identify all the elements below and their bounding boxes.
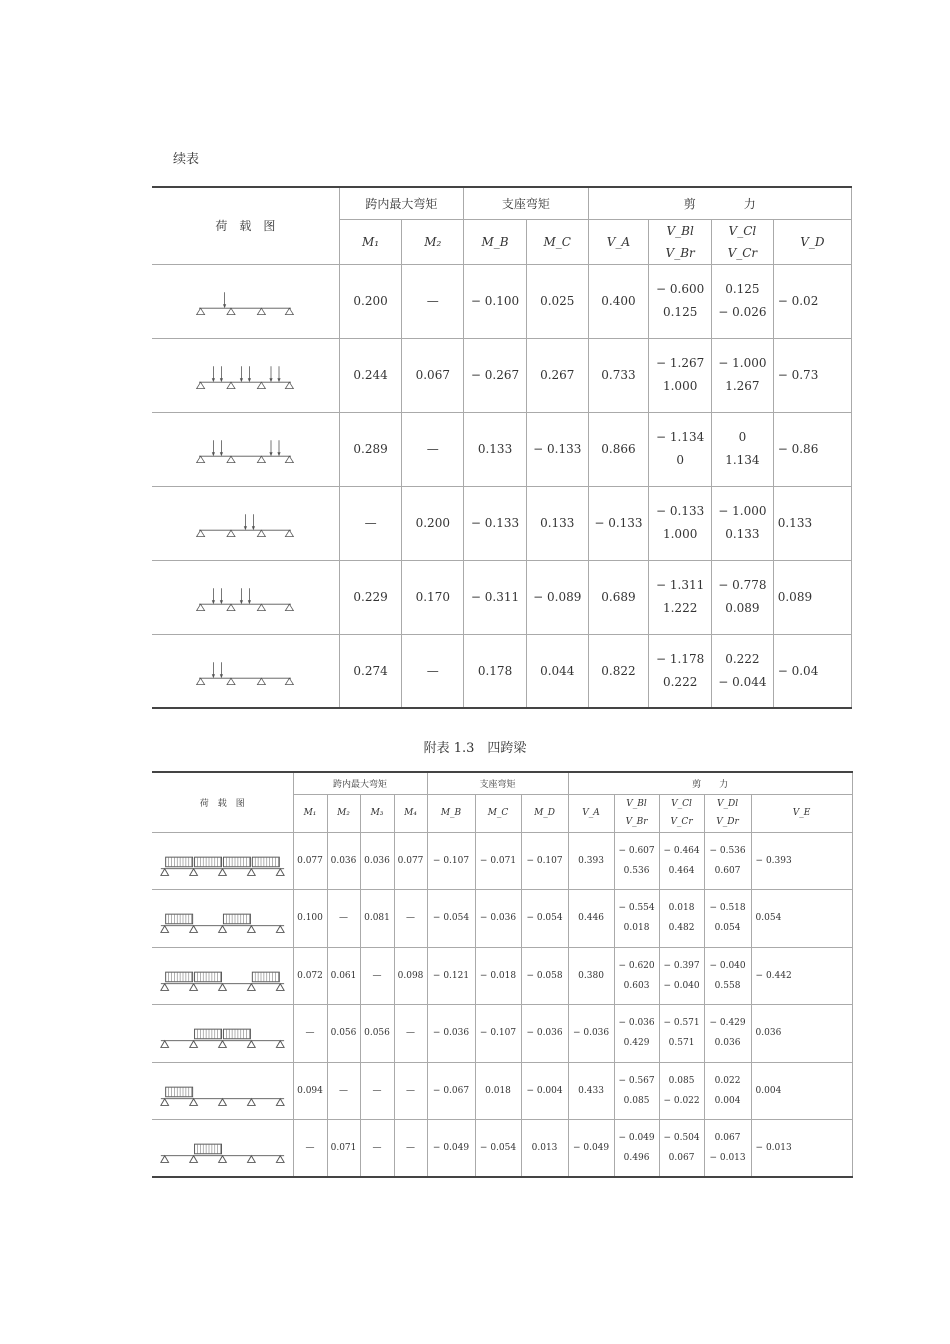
cell-VC: − 0.778 0.089 [712, 560, 774, 634]
cell-VB: − 0.600 0.125 [649, 264, 712, 338]
cell-VD: − 0.518 0.054 [704, 890, 751, 948]
cell-VB: − 0.036 0.429 [614, 1005, 659, 1063]
load-diagram [152, 338, 339, 412]
udl-beam-diagram-icon [157, 896, 287, 940]
cell-MB: − 0.107 [427, 832, 475, 890]
cell-VB: − 1.178 0.222 [649, 634, 712, 708]
cell-M2: 0.170 [402, 560, 464, 634]
cell-M2: 0.067 [402, 338, 464, 412]
cell-MC: 0.044 [526, 634, 588, 708]
beam-diagram-icon [175, 572, 315, 622]
cell-M2: — [327, 890, 360, 948]
table-row [152, 338, 852, 412]
cell-VB: − 0.049 0.496 [614, 1120, 659, 1178]
table2-caption: 附表 1.3 四跨梁 [423, 741, 527, 756]
cell-VB: − 0.554 0.018 [614, 890, 659, 948]
cell-M1: — [293, 1005, 327, 1063]
cell-MD: − 0.054 [521, 890, 568, 948]
cell-MC: − 0.089 [526, 560, 588, 634]
cell-M4: — [394, 890, 427, 948]
col-VA: V_A [588, 219, 649, 264]
cell-M2: 0.200 [402, 486, 464, 560]
t2-col-MC: M_C [475, 794, 521, 832]
t2-col-M1: M₁ [293, 794, 327, 832]
cell-MD: − 0.058 [521, 947, 568, 1005]
cell-M2: 0.036 [327, 832, 360, 890]
cell-MB: − 0.267 [464, 338, 527, 412]
cell-M1: 0.200 [339, 264, 402, 338]
t2-col-VE: V_E [751, 794, 852, 832]
cell-VA: − 0.133 [588, 486, 649, 560]
load-diagram [152, 264, 339, 338]
load-diagram [152, 890, 293, 948]
cell-M2: 0.061 [327, 947, 360, 1005]
cell-VD: − 0.536 0.607 [704, 832, 751, 890]
cell-VC: − 1.000 0.133 [712, 486, 774, 560]
col-MB: M_B [464, 219, 527, 264]
cell-VA: 0.393 [568, 832, 614, 890]
table-row [152, 1062, 852, 1120]
cell-VD: − 0.040 0.558 [704, 947, 751, 1005]
cell-M1: 0.289 [339, 412, 402, 486]
cell-VC: 0.018 0.482 [659, 890, 704, 948]
load-diagram [152, 947, 293, 1005]
udl-beam-diagram-icon [157, 1011, 287, 1055]
load-diagram [152, 634, 339, 708]
cell-MB: − 0.049 [427, 1120, 475, 1178]
cell-MB: − 0.133 [464, 486, 527, 560]
cell-MC: 0.018 [475, 1062, 521, 1120]
load-diagram [152, 412, 339, 486]
t2-header-shear: 剪 力 [568, 772, 852, 794]
t2-header-span-moment: 跨内最大弯矩 [293, 772, 427, 794]
cell-M2: — [327, 1062, 360, 1120]
cell-M3: — [360, 947, 394, 1005]
load-diagram [152, 486, 339, 560]
table-row [152, 560, 852, 634]
load-diagram [152, 1062, 293, 1120]
udl-beam-diagram-icon [157, 1069, 287, 1113]
cell-MD: 0.013 [521, 1120, 568, 1178]
cell-VC: 0 1.134 [712, 412, 774, 486]
cell-M3: — [360, 1120, 394, 1178]
cell-M4: — [394, 1005, 427, 1063]
load-diagram [152, 832, 293, 890]
cell-MB: − 0.054 [427, 890, 475, 948]
cell-VE: − 0.393 [751, 832, 852, 890]
beam-diagram-icon [175, 350, 315, 400]
t2-col-MD: M_D [521, 794, 568, 832]
cell-VB: − 0.607 0.536 [614, 832, 659, 890]
cell-VA: − 0.036 [568, 1005, 614, 1063]
table-row [152, 1005, 852, 1063]
udl-beam-diagram-icon [157, 954, 287, 998]
cell-VA: 0.433 [568, 1062, 614, 1120]
cell-MC: − 0.071 [475, 832, 521, 890]
table-row [152, 1120, 852, 1178]
cell-VB: − 0.567 0.085 [614, 1062, 659, 1120]
table-row [152, 890, 852, 948]
cell-M1: 0.274 [339, 634, 402, 708]
cell-VC: − 0.504 0.067 [659, 1120, 704, 1178]
load-diagram [152, 1120, 293, 1178]
table-four-span-beam [152, 771, 809, 1178]
cell-VC: − 0.464 0.464 [659, 832, 704, 890]
cell-VA: 0.446 [568, 890, 614, 948]
t2-col-M3: M₃ [360, 794, 394, 832]
cell-M3: — [360, 1062, 394, 1120]
header-support-moment: 支座弯矩 [464, 187, 588, 219]
cell-M4: 0.077 [394, 832, 427, 890]
cell-VA: − 0.049 [568, 1120, 614, 1178]
cell-VC: 0.222 − 0.044 [712, 634, 774, 708]
cell-MD: − 0.004 [521, 1062, 568, 1120]
cell-MC: − 0.133 [526, 412, 588, 486]
udl-beam-diagram-icon [157, 839, 287, 883]
cell-M1: 0.077 [293, 832, 327, 890]
t2-col-VC: V_Cl V_Cr [659, 794, 704, 832]
table-three-span-continued [152, 186, 825, 709]
table-row [152, 486, 852, 560]
t2-col-M4: M₄ [394, 794, 427, 832]
cell-VA: 0.866 [588, 412, 649, 486]
cell-VD: − 0.02 [773, 264, 851, 338]
cell-MB: − 0.121 [427, 947, 475, 1005]
cell-VD: − 0.04 [773, 634, 851, 708]
header-load-diagram: 荷 载 图 [152, 187, 339, 264]
cell-VD: 0.133 [773, 486, 851, 560]
cell-VE: − 0.442 [751, 947, 852, 1005]
cell-VA: 0.822 [588, 634, 649, 708]
t2-col-VA: V_A [568, 794, 614, 832]
cell-VD: 0.067 − 0.013 [704, 1120, 751, 1178]
col-M2: M₂ [402, 219, 464, 264]
cell-M2: — [402, 634, 464, 708]
cell-M4: 0.098 [394, 947, 427, 1005]
cell-M1: 0.100 [293, 890, 327, 948]
cell-VC: 0.125 − 0.026 [712, 264, 774, 338]
cell-VC: − 0.571 0.571 [659, 1005, 704, 1063]
table-row [152, 412, 852, 486]
cell-VE: 0.004 [751, 1062, 852, 1120]
cell-MC: 0.025 [526, 264, 588, 338]
cell-VA: 0.733 [588, 338, 649, 412]
col-VD: V_D [773, 219, 851, 264]
cell-MB: − 0.100 [464, 264, 527, 338]
cell-VA: 0.400 [588, 264, 649, 338]
cell-M1: — [293, 1120, 327, 1178]
cell-MC: − 0.036 [475, 890, 521, 948]
cell-M4: — [394, 1062, 427, 1120]
cell-VB: − 1.134 0 [649, 412, 712, 486]
cell-M1: — [339, 486, 402, 560]
beam-diagram-icon [175, 424, 315, 474]
cell-VC: − 1.000 1.267 [712, 338, 774, 412]
cell-VC: − 0.397 − 0.040 [659, 947, 704, 1005]
cell-M1: 0.229 [339, 560, 402, 634]
cell-M2: — [402, 264, 464, 338]
cell-VB: − 1.267 1.000 [649, 338, 712, 412]
cell-MC: 0.267 [526, 338, 588, 412]
cell-MB: − 0.311 [464, 560, 527, 634]
cell-M3: 0.056 [360, 1005, 394, 1063]
beam-diagram-icon [175, 498, 315, 548]
cell-VB: − 0.133 1.000 [649, 486, 712, 560]
cell-VA: 0.689 [588, 560, 649, 634]
col-VB: V_Bl V_Br [649, 219, 712, 264]
cell-MC: − 0.107 [475, 1005, 521, 1063]
col-MC: M_C [526, 219, 588, 264]
col-M1: M₁ [339, 219, 402, 264]
cell-M3: 0.036 [360, 832, 394, 890]
cell-MD: − 0.107 [521, 832, 568, 890]
beam-diagram-icon [175, 646, 315, 696]
cell-VD: 0.089 [773, 560, 851, 634]
cell-M1: 0.094 [293, 1062, 327, 1120]
cell-VA: 0.380 [568, 947, 614, 1005]
load-diagram [152, 560, 339, 634]
cell-MB: 0.178 [464, 634, 527, 708]
cell-M2: — [402, 412, 464, 486]
cell-M3: 0.081 [360, 890, 394, 948]
table-row [152, 947, 852, 1005]
t2-col-VD: V_Dl V_Dr [704, 794, 751, 832]
cell-MC: 0.133 [526, 486, 588, 560]
cell-MC: − 0.054 [475, 1120, 521, 1178]
cell-VC: 0.085 − 0.022 [659, 1062, 704, 1120]
col-VC: V_Cl V_Cr [712, 219, 774, 264]
beam-diagram-icon [175, 276, 315, 326]
cell-MB: − 0.067 [427, 1062, 475, 1120]
cell-M1: 0.244 [339, 338, 402, 412]
t2-header-support-moment: 支座弯矩 [427, 772, 568, 794]
cell-VB: − 1.311 1.222 [649, 560, 712, 634]
cell-MB: 0.133 [464, 412, 527, 486]
cell-VD: − 0.73 [773, 338, 851, 412]
t2-col-MB: M_B [427, 794, 475, 832]
t2-col-VB: V_Bl V_Br [614, 794, 659, 832]
cell-VD: 0.022 0.004 [704, 1062, 751, 1120]
cell-M2: 0.056 [327, 1005, 360, 1063]
cell-VE: 0.054 [751, 890, 852, 948]
header-shear: 剪 力 [588, 187, 851, 219]
table-row [152, 264, 852, 338]
header-span-moment: 跨内最大弯矩 [339, 187, 463, 219]
t2-header-load-diagram: 荷 载 图 [152, 772, 293, 832]
cell-VD: − 0.86 [773, 412, 851, 486]
table-row [152, 634, 852, 708]
udl-beam-diagram-icon [157, 1126, 287, 1170]
cell-MB: − 0.036 [427, 1005, 475, 1063]
cell-VE: − 0.013 [751, 1120, 852, 1178]
load-diagram [152, 1005, 293, 1063]
cell-M4: — [394, 1120, 427, 1178]
cell-VD: − 0.429 0.036 [704, 1005, 751, 1063]
cell-MD: − 0.036 [521, 1005, 568, 1063]
cell-M2: 0.071 [327, 1120, 360, 1178]
cell-M1: 0.072 [293, 947, 327, 1005]
cell-VB: − 0.620 0.603 [614, 947, 659, 1005]
cell-VE: 0.036 [751, 1005, 852, 1063]
table-row [152, 832, 852, 890]
cell-MC: − 0.018 [475, 947, 521, 1005]
t2-col-M2: M₂ [327, 794, 360, 832]
continued-label: 续表 [173, 152, 200, 167]
